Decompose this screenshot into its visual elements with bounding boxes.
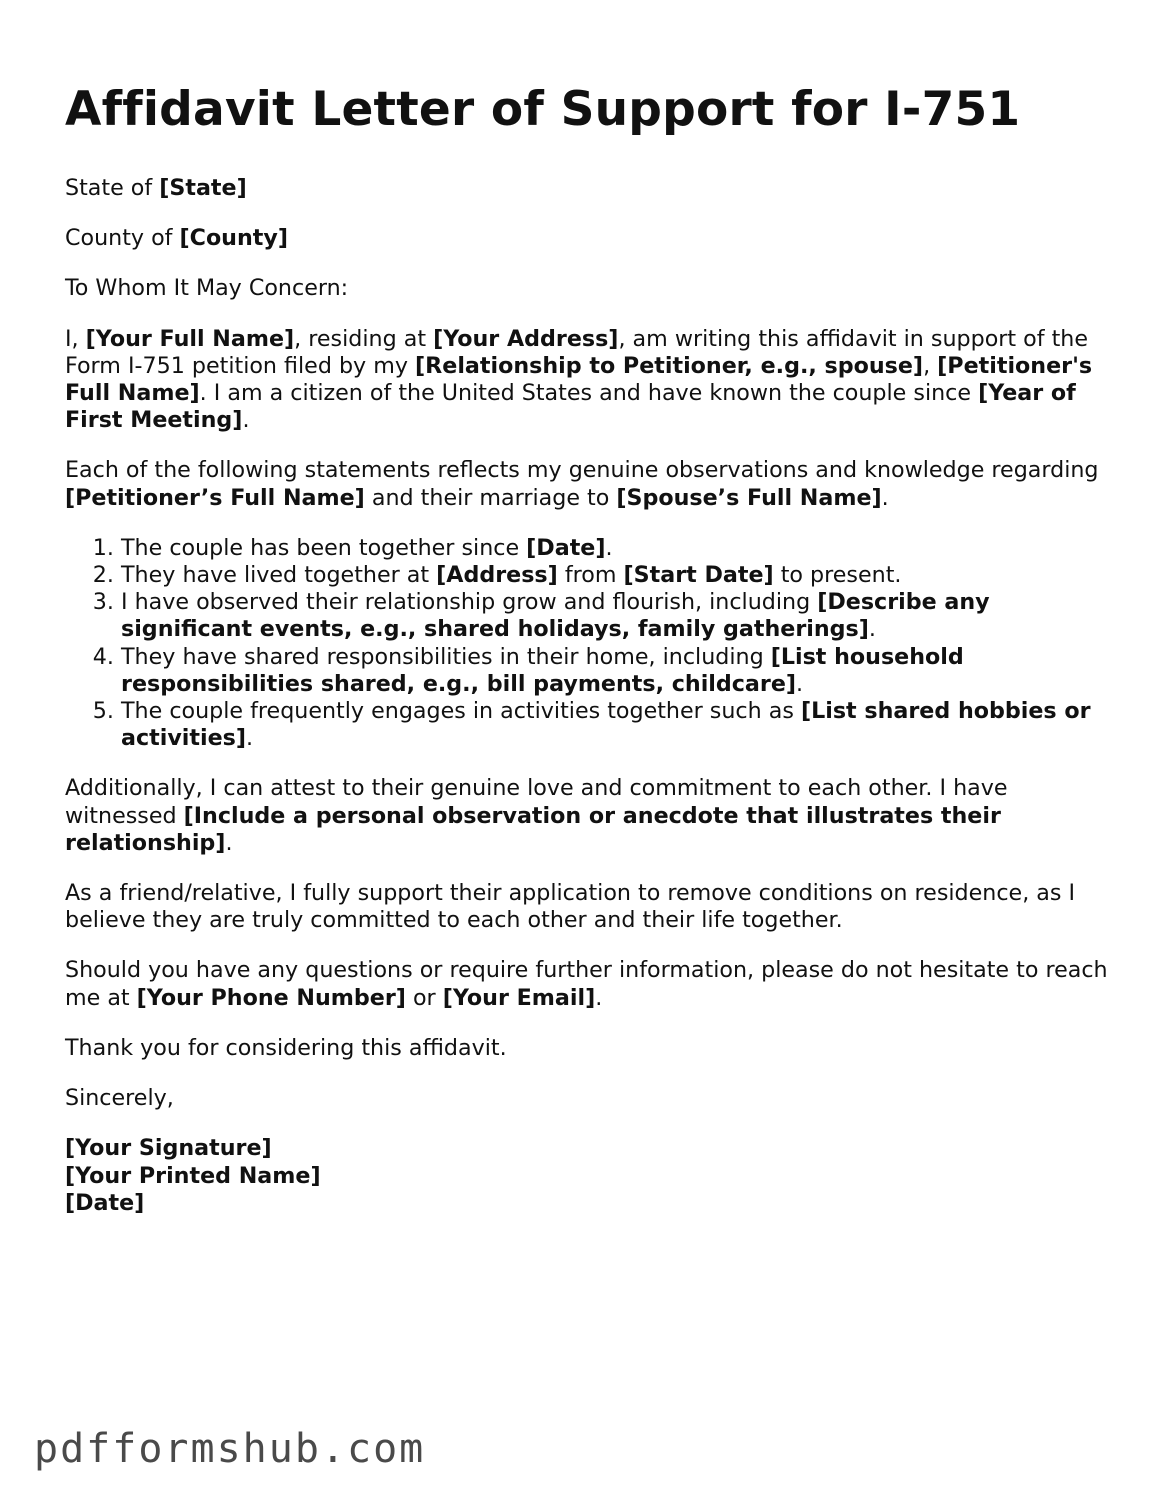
additionally-text: . xyxy=(225,829,233,856)
closing-line: Sincerely, xyxy=(65,1085,174,1112)
list-item-text: to present. xyxy=(773,562,902,589)
state-placeholder: [State] xyxy=(159,175,247,201)
list-item-text: They have lived together at xyxy=(121,562,437,589)
list-item-text: . xyxy=(246,725,254,752)
list-item xyxy=(121,698,1115,752)
address-placeholder: [Your Address] xyxy=(433,325,619,352)
additionally-text: Additionally, I can attest to their genuine love and commitment to each other. I have witnessed xyxy=(65,775,1008,829)
state-label: State of xyxy=(65,175,160,201)
intro-text: , xyxy=(923,352,938,379)
first-meeting-placeholder: [Year of First Meeting] xyxy=(65,380,1076,434)
list-item xyxy=(121,589,1115,643)
relationship-placeholder: [Relationship to Petitioner, e.g., spouse] xyxy=(415,352,924,379)
list-item xyxy=(121,562,1115,589)
contact-text: . xyxy=(595,984,603,1011)
intro-text: , am writing this affidavit in support of the Form I-751 petition filed by my xyxy=(65,325,1088,379)
statements-intro-paragraph xyxy=(65,457,1115,511)
statements-text: Each of the following statements reflects my genuine observations and knowledge regarding xyxy=(65,457,1099,484)
list-item xyxy=(121,535,1115,562)
watermark: pdfformshub.com xyxy=(34,1426,426,1472)
intro-text: , residing at xyxy=(294,325,434,352)
list-item-placeholder: [Describe any significant events, e.g., shared holidays, family gatherings] xyxy=(121,589,990,643)
list-item xyxy=(121,644,1115,698)
list-item-placeholder: [Date] xyxy=(526,534,606,561)
list-item-text: I have observed their relationship grow and flourish, including xyxy=(121,589,818,616)
contact-text: or xyxy=(405,984,443,1011)
signature-block xyxy=(65,1135,1115,1217)
spouse-name-placeholder: [Spouse’s Full Name] xyxy=(616,484,882,511)
document-page xyxy=(65,78,1115,1218)
petitioner-name-placeholder: [Petitioner's Full Name] xyxy=(65,352,1093,407)
statements-text: and their marriage to xyxy=(364,484,617,511)
document-title: Affidavit Letter of Support for I-751 xyxy=(65,82,1021,137)
county-placeholder: [County] xyxy=(179,225,288,252)
intro-text: I, xyxy=(65,325,86,352)
support-paragraph: As a friend/relative, I fully support their application to remove conditions on residence, as I believe they are truly committed to each other and their life together. xyxy=(65,880,1076,934)
statements-list xyxy=(65,535,1115,753)
additionally-paragraph xyxy=(65,775,1115,857)
petitioner-name-placeholder: [Petitioner’s Full Name] xyxy=(65,484,365,511)
statements-text: . xyxy=(881,484,889,511)
observation-placeholder: [Include a personal observation or anecdote that illustrates their relationship] xyxy=(65,802,1001,856)
list-item-text: . xyxy=(868,616,876,643)
email-placeholder: [Your Email] xyxy=(442,984,596,1011)
contact-paragraph xyxy=(65,957,1115,1011)
full-name-placeholder: [Your Full Name] xyxy=(85,325,295,352)
list-item-placeholder: [Start Date] xyxy=(623,562,774,589)
intro-text: . xyxy=(242,407,250,434)
list-item-text: The couple has been together since xyxy=(121,534,527,561)
intro-paragraph xyxy=(65,326,1115,435)
thanks-line: Thank you for considering this affidavit. xyxy=(65,1034,507,1061)
county-label: County of xyxy=(65,225,180,252)
county-line xyxy=(65,225,1115,252)
list-item-text: from xyxy=(557,562,624,589)
date-placeholder: [Date] xyxy=(65,1190,145,1217)
state-line xyxy=(65,175,1115,202)
salutation: To Whom It May Concern: xyxy=(65,275,349,302)
contact-text: Should you have any questions or require further information, please do not hesitate to reach me at xyxy=(65,957,1108,1011)
printed-name-placeholder: [Your Printed Name] xyxy=(65,1162,321,1189)
list-item-text: . xyxy=(796,670,804,697)
list-item-placeholder: [List shared hobbies or activities] xyxy=(121,698,1091,752)
list-item-text: They have shared responsibilities in their home, including xyxy=(121,643,771,670)
intro-text: . I am a citizen of the United States and have known the couple since xyxy=(199,380,979,407)
list-item-placeholder: [List household responsibilities shared, e.g., bill payments, childcare] xyxy=(121,643,964,697)
list-item-placeholder: [Address] xyxy=(436,562,558,589)
list-item-text: The couple frequently engages in activities together such as xyxy=(121,698,801,725)
phone-placeholder: [Your Phone Number] xyxy=(136,984,406,1011)
list-item-text: . xyxy=(605,534,613,561)
signature-placeholder: [Your Signature] xyxy=(65,1135,272,1162)
